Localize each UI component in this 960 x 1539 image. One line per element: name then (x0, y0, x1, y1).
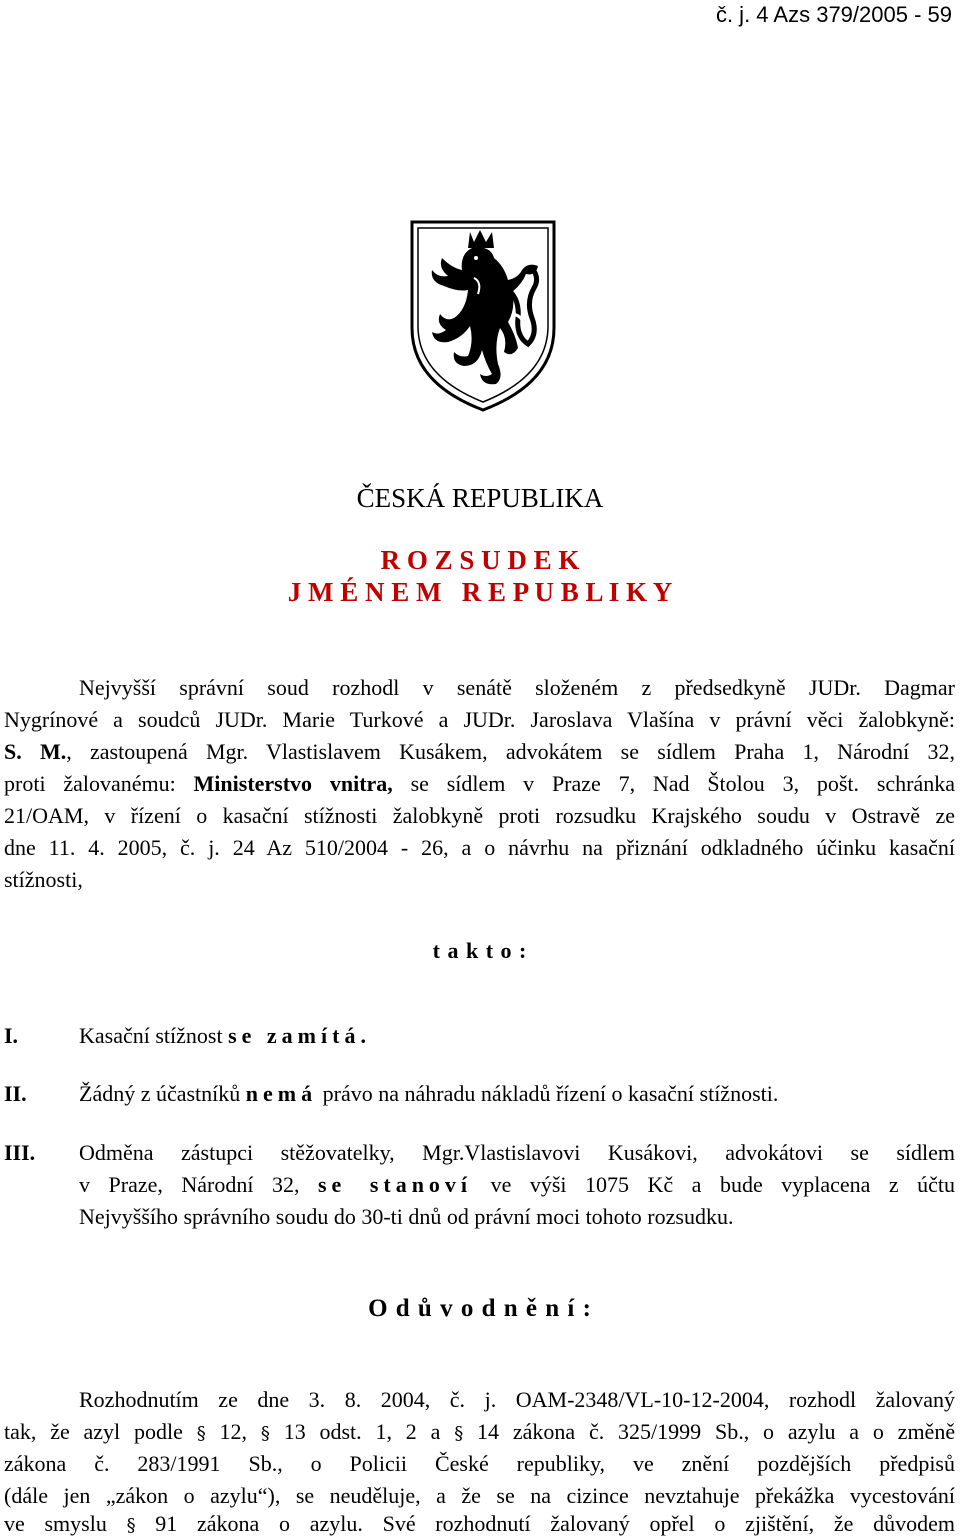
intro-line-5: 21/OAM, v řízení o kasační stížnosti žalobkyně proti rozsudku Krajského soudu v Ostravě ze (4, 803, 955, 828)
verdict-3-line-1: Odměna zástupci stěžovatelky, Mgr.Vlastislavovi Kusákovi, advokátovi se sídlem (79, 1140, 955, 1165)
verdict-number-1: I. (4, 1023, 19, 1048)
verdict-3-line-2b: ve výši 1075 Kč a bude vyplacena z účtu (490, 1172, 956, 1197)
reasoning-line-5a: ve smyslu (4, 1511, 107, 1536)
plaintiff-initials: S. M. (4, 739, 67, 764)
reasoning-line-3: zákona č. 283/1991 Sb., o Policii České republiky, ve znění pozdějších předpisů (4, 1451, 955, 1476)
intro-line-4b: se sídlem v Praze 7, Nad Štolou 3, pošt. schránka (392, 771, 956, 796)
intro-line-3-text: , zastoupená Mgr. Vlastislavem Kusákem, advokátem se sídlem Praha 1, Národní 32, (66, 739, 956, 764)
verdict-3-line-2 (79, 1172, 955, 1198)
reasoning-line-5b: 91 zákona o azylu. Své rozhodnutí žalovaný opřel o zjištění, že důvodem (155, 1511, 955, 1536)
reasoning-line-2c: 13 odst. 1, 2 a (283, 1419, 441, 1444)
reasoning-line-2d: 14 zákona č. 325/1999 Sb., o azylu a o změně (477, 1419, 956, 1444)
reasoning-line-2a: tak, že azyl podle (4, 1419, 183, 1444)
verdict-3-decision: se stanoví (317, 1172, 473, 1197)
verdict-2-text-a: Žádný z účastníků (79, 1081, 246, 1106)
intro-line-6: dne 11. 4. 2005, č. j. 24 Az 510/2004 - 26, a o návrhu na přiznání odkladného účinku kasační (4, 835, 955, 860)
verdict-2-text-b: právo na náhradu nákladů řízení o kasační stížnosti. (317, 1081, 779, 1106)
verdict-3-line-2a: v Praze, Národní 32, (79, 1172, 300, 1197)
intro-line-4a: proti žalovanému: (4, 771, 194, 796)
intro-line-4 (4, 771, 955, 797)
reasoning-line-4: (dále jen „zákon o azylu“), se neuděluje, a že se na cizince nevztahuje překážka vycestování (4, 1483, 955, 1508)
verdict-number-2: II. (4, 1081, 27, 1106)
intro-line-3 (4, 739, 955, 765)
coat-of-arms-emblem (408, 218, 558, 414)
paragraph-icon: § (454, 1423, 464, 1444)
intro-line-1: Nejvyšší správní soud rozhodl v senátě složeném z předsedkyně JUDr. Dagmar (79, 675, 955, 700)
verdict-2-decision: nemá (245, 1081, 318, 1106)
verdict-item-1 (79, 1023, 371, 1049)
intro-line-2: Nygrínové a soudců JUDr. Marie Turkové a JUDr. Jaroslava Vlašína v právní věci žalobkyně: (4, 707, 955, 732)
judgment-subtitle: J M É N E M R E P U B L I K Y (287, 577, 673, 607)
reasoning-line-2b: 12, (219, 1419, 248, 1444)
reasoning-line-1: Rozhodnutím ze dne 3. 8. 2004, č. j. OAM-2348/VL-10-12-2004, rozhodl žalovaný (79, 1387, 955, 1412)
verdict-1-decision: se zamítá. (228, 1023, 371, 1048)
intro-line-7: stížnosti, (4, 867, 83, 892)
verdict-number-3: III. (4, 1140, 36, 1165)
paragraph-icon: § (196, 1423, 206, 1444)
case-reference: č. j. 4 Azs 379/2005 - 59 (715, 2, 952, 27)
verdict-1-text: Kasační stížnost (79, 1023, 229, 1048)
takto-heading: t a k t o : (432, 938, 528, 963)
reasoning-heading: O d ů v o d n ě n í : (368, 1295, 592, 1322)
defendant-name: Ministerstvo vnitra, (193, 771, 393, 796)
reasoning-line-2 (4, 1419, 955, 1447)
paragraph-icon: § (260, 1423, 270, 1444)
judgment-title: R O Z S U D E K (380, 545, 580, 575)
country-name: ČESKÁ REPUBLIKA (356, 483, 604, 513)
verdict-3-line-3: Nejvyššího správního soudu do 30-ti dnů od právní moci tohoto rozsudku. (79, 1204, 734, 1229)
reasoning-line-5 (4, 1511, 955, 1539)
verdict-item-2 (79, 1081, 778, 1107)
paragraph-icon: § (126, 1515, 136, 1536)
